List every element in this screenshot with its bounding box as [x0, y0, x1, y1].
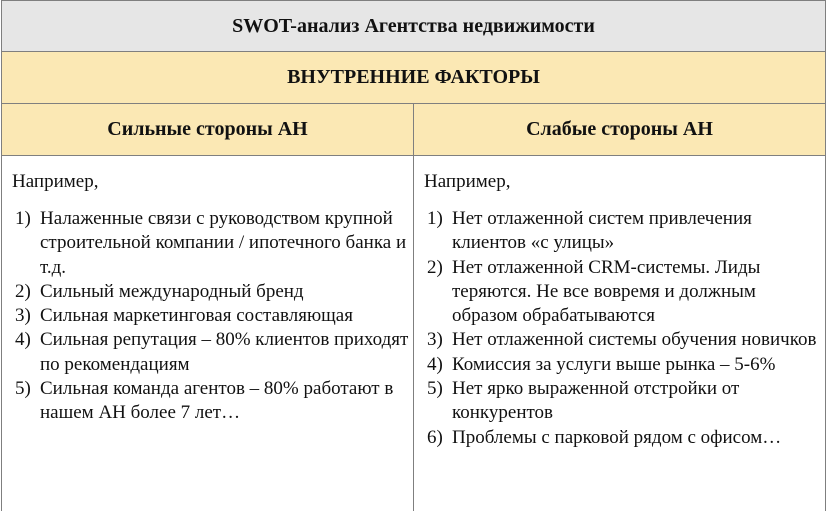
item-number: 6) — [427, 426, 443, 448]
list-item — [15, 280, 409, 304]
item-text: Проблемы с парковой рядом с офисом… — [452, 426, 782, 448]
item-text: Нет отлаженной систем привлечения клиентов «с улицы» — [452, 208, 752, 254]
list-item — [427, 256, 821, 329]
item-text: Сильная маркетинговая составляющая — [40, 305, 353, 327]
strengths-cell — [2, 156, 414, 511]
item-number: 3) — [427, 329, 443, 351]
weaknesses-intro: Например, — [424, 171, 511, 192]
strengths-intro: Например, — [12, 171, 99, 192]
section-header-internal: ВНУТРЕННИЕ ФАКТОРЫ — [2, 52, 825, 104]
strengths-list — [15, 207, 409, 426]
item-text: Комиссия за услуги выше рынка – 5-6% — [452, 353, 776, 375]
item-text: Нет отлаженной CRM-системы. Лиды теряются. Не все вовремя и должным образом обрабатываются — [452, 256, 761, 327]
list-item — [427, 426, 821, 450]
item-number: 2) — [427, 256, 443, 278]
item-text: Нет отлаженной системы обучения новичков — [452, 329, 817, 351]
item-text: Сильная репутация – 80% клиентов приходят по рекомендациям — [40, 329, 409, 375]
item-text: Налаженные связи с руководством крупной строительной компании / ипотечного банка и т.д. — [40, 208, 407, 278]
list-item — [15, 304, 409, 328]
list-item — [15, 328, 409, 377]
item-number: 1) — [427, 208, 443, 229]
list-item — [427, 328, 821, 352]
weaknesses-cell — [414, 156, 825, 511]
list-item — [15, 377, 409, 426]
item-number: 1) — [15, 208, 31, 229]
swot-table — [1, 0, 826, 511]
strengths-heading: Сильные стороны АН — [2, 104, 414, 156]
item-number: 4) — [427, 353, 443, 375]
list-item — [15, 207, 409, 280]
weaknesses-heading: Слабые стороны АН — [414, 104, 825, 156]
item-number: 5) — [15, 378, 31, 400]
item-text: Нет ярко выраженной отстройки от конкурентов — [452, 378, 740, 424]
list-item — [427, 207, 821, 256]
list-item — [427, 353, 821, 377]
item-text: Сильная команда агентов – 80% работают в нашем АН более 7 лет… — [40, 378, 394, 424]
list-item — [427, 377, 821, 426]
table-title: SWOT-анализ Агентства недвижимости — [2, 1, 825, 52]
item-text: Сильный международный бренд — [40, 280, 304, 302]
item-number: 3) — [15, 305, 31, 327]
item-number: 5) — [427, 378, 443, 400]
weaknesses-list — [427, 207, 821, 450]
item-number: 2) — [15, 280, 31, 302]
item-number: 4) — [15, 329, 31, 351]
